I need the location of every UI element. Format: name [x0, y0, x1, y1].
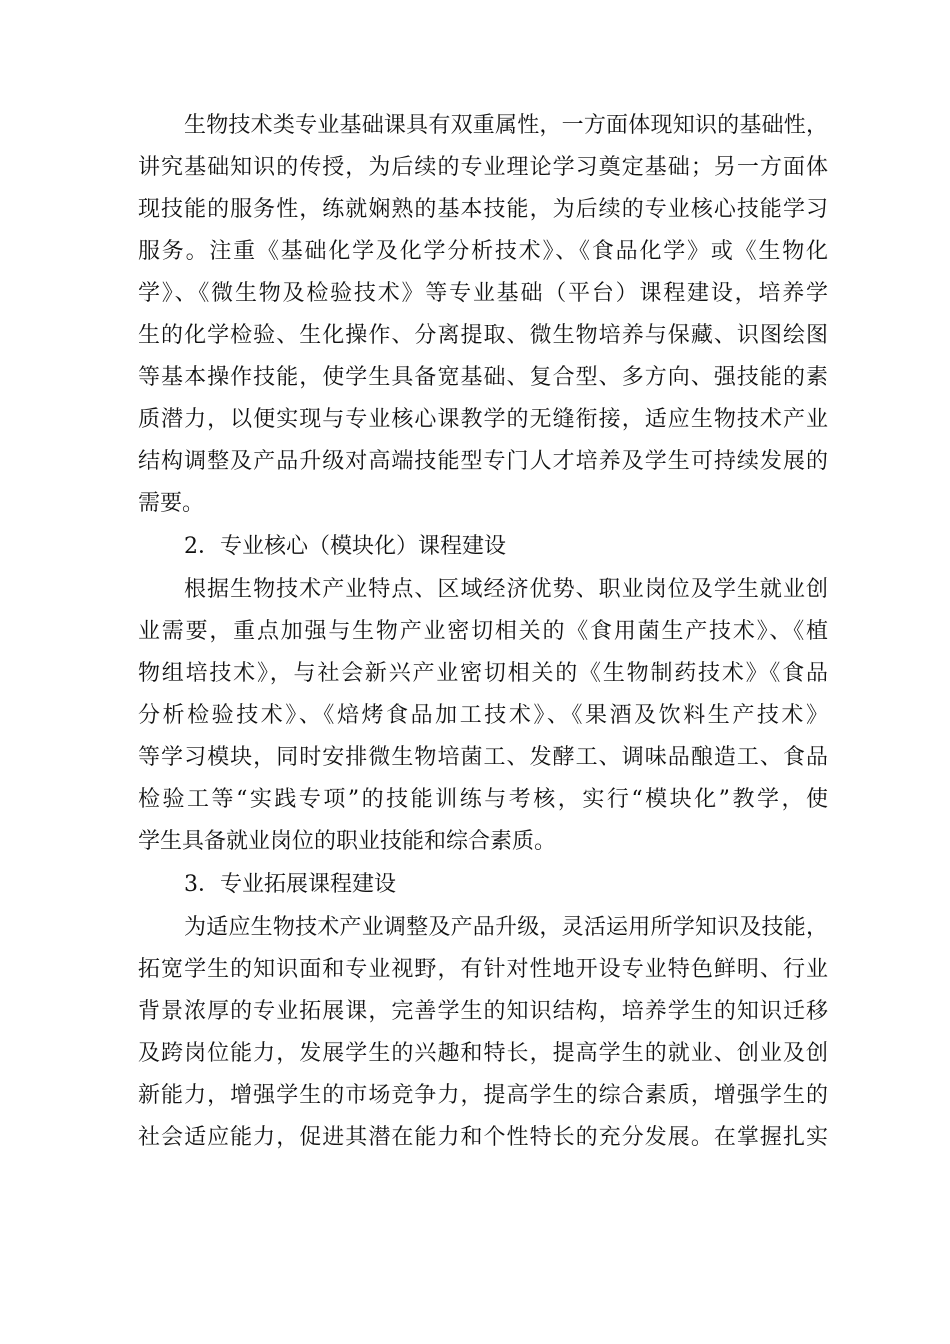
paragraph-line: 生物技术类专业基础课具有双重属性，一方面体现知识的基础性，	[184, 113, 828, 138]
paragraph-line: 新能力，增强学生的市场竞争力，提高学生的综合素质，增强学生的	[138, 1083, 828, 1108]
paragraph-line: 拓宽学生的知识面和专业视野，有针对性地开设专业特色鲜明、行业	[138, 957, 828, 982]
paragraph-line: 需要。	[138, 491, 205, 516]
section-heading: 3．专业拓展课程建设	[184, 872, 396, 897]
paragraph-line: 等基本操作技能，使学生具备宽基础、复合型、多方向、强技能的素	[138, 365, 828, 390]
paragraph-line: 质潜力，以便实现与专业核心课教学的无缝衔接，适应生物技术产业	[138, 407, 828, 432]
paragraph-line: 为适应生物技术产业调整及产品升级，灵活运用所学知识及技能，	[184, 915, 828, 940]
paragraph-line: 结构调整及产品升级对高端技能型专门人才培养及学生可持续发展的	[138, 449, 828, 474]
section-heading: 2．专业核心（模块化）课程建设	[184, 534, 506, 559]
paragraph-line: 分析检验技术》、《焙烤食品加工技术》、《果酒及饮料生产技术》	[138, 703, 828, 728]
paragraph-line: 背景浓厚的专业拓展课，完善学生的知识结构，培养学生的知识迁移	[138, 999, 828, 1024]
paragraph-line: 现技能的服务性，练就娴熟的基本技能，为后续的专业核心技能学习	[138, 197, 828, 222]
paragraph-line: 讲究基础知识的传授，为后续的专业理论学习奠定基础；另一方面体	[138, 155, 828, 180]
paragraph-line: 社会适应能力，促进其潜在能力和个性特长的充分发展。在掌握扎实	[138, 1125, 828, 1150]
paragraph-line: 根据生物技术产业特点、区域经济优势、职业岗位及学生就业创	[184, 577, 828, 602]
paragraph-line: 及跨岗位能力，发展学生的兴趣和特长，提高学生的就业、创业及创	[138, 1041, 828, 1066]
paragraph-line: 物组培技术》，与社会新兴产业密切相关的《生物制药技术》《食品	[138, 661, 828, 686]
paragraph-line: 学生具备就业岗位的职业技能和综合素质。	[138, 829, 557, 854]
paragraph-line: 服务。注重《基础化学及化学分析技术》、《食品化学》或《生物化	[138, 239, 828, 264]
paragraph-line: 等学习模块，同时安排微生物培菌工、发酵工、调味品酿造工、食品	[138, 745, 828, 770]
paragraph-line: 检验工等“实践专项”的技能训练与考核，实行“模块化”教学，使	[138, 787, 828, 812]
paragraph-line: 学》、《微生物及检验技术》等专业基础（平台）课程建设，培养学	[138, 281, 828, 306]
paragraph-line: 业需要，重点加强与生物产业密切相关的《食用菌生产技术》、《植	[138, 619, 828, 644]
paragraph-line: 生的化学检验、生化操作、分离提取、微生物培养与保藏、识图绘图	[138, 323, 828, 348]
